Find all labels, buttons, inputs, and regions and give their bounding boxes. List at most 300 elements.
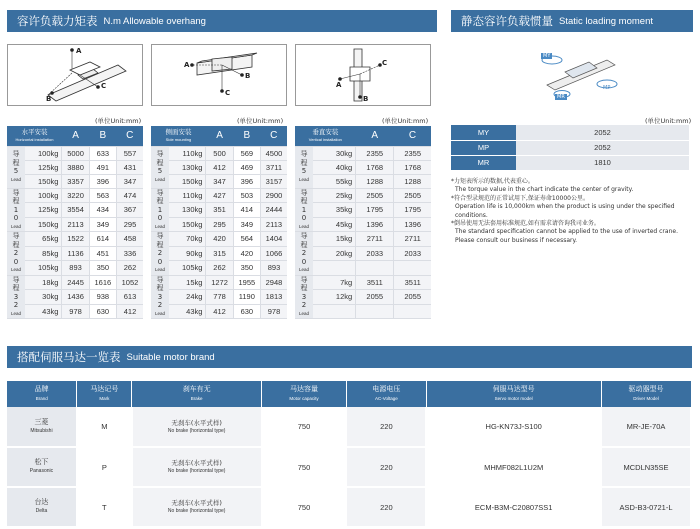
motor-column-header — [346, 381, 426, 407]
value-cell-c: 613 — [116, 290, 143, 305]
load-cell: 130kg — [169, 160, 206, 174]
value-cell-b: 569 — [233, 146, 260, 160]
unit-label-2: (单位Unit:mm) — [237, 117, 284, 125]
value-cell-a: 412 — [206, 304, 233, 319]
lead-en: Lead — [154, 310, 165, 316]
lead-cn: 导程32 — [156, 275, 164, 309]
value-cell-c: 3711 — [260, 160, 287, 174]
value-cell-a: 1522 — [62, 232, 89, 247]
allowable-overhang-header — [7, 10, 437, 32]
install-type-cn: 侧面安装 — [165, 127, 192, 136]
value-cell-c: 2444 — [260, 203, 287, 218]
allowable-overhang-title-en: N.m Allowable overhang — [103, 15, 206, 27]
table-row — [7, 217, 143, 232]
side-moment-table — [151, 126, 287, 319]
motor-header-cn: 品牌 — [34, 385, 49, 393]
static-row — [451, 140, 689, 155]
install-type-en: Side mounting — [165, 136, 192, 142]
motor-header-en: Motor capacity — [289, 396, 319, 401]
load-cell: 12kg — [313, 290, 356, 305]
lead-group-label — [151, 232, 169, 276]
motor-header-en: Mark — [99, 396, 110, 401]
value-cell-a: 1436 — [62, 290, 89, 305]
note-cn: *力矩表所示的数据,代表重心。 — [451, 178, 534, 185]
value-cell-c: 1795 — [394, 203, 431, 218]
table-row — [151, 174, 287, 188]
value-cell-b: 1955 — [233, 275, 260, 290]
diagram-label-a: A — [336, 81, 342, 89]
value-cell-a: 2445 — [62, 275, 89, 290]
capacity-cell: 750 — [262, 447, 347, 487]
table-row — [7, 188, 143, 203]
table-row — [151, 217, 287, 232]
load-cell: 70kg — [169, 232, 206, 247]
load-cell — [313, 304, 356, 319]
table-row — [151, 304, 287, 319]
column-header-c: C — [116, 126, 143, 146]
value-cell-c: 367 — [116, 203, 143, 218]
value-cell-a: 1136 — [62, 246, 89, 261]
value-cell-a: 420 — [206, 232, 233, 247]
value-cell-b: 938 — [89, 290, 116, 305]
value-cell-c: 1066 — [260, 246, 287, 261]
motor-column-header — [426, 381, 601, 407]
load-cell: 150kg — [169, 174, 206, 188]
driver-model-cell: MR-JE-70A — [601, 407, 691, 447]
table-row — [7, 160, 143, 174]
lead-en: Lead — [154, 223, 165, 229]
load-cell: 30kg — [313, 146, 356, 160]
load-cell: 25kg — [313, 188, 356, 203]
value-cell-c: 1813 — [260, 290, 287, 305]
driver-model-cell: ASD-B3-0721-L — [601, 487, 691, 527]
lead-cn: 导程5 — [156, 150, 164, 175]
load-cell: 125kg — [25, 160, 62, 174]
brake-en: No brake (horizontal type) — [167, 468, 226, 474]
load-cell: 100kg — [25, 146, 62, 160]
value-cell-b: 434 — [89, 203, 116, 218]
brand-en: Delta — [35, 508, 48, 514]
lead-group-label — [7, 146, 25, 188]
static-label-my: MY — [543, 53, 551, 59]
table-row — [7, 246, 143, 261]
value-cell-c: 2033 — [394, 246, 431, 261]
motor-header-cn: 伺服马达型号 — [492, 385, 535, 393]
motor-column-header — [262, 381, 347, 407]
value-cell-b: 350 — [89, 261, 116, 276]
table-row — [295, 232, 431, 247]
servo-model-cell: MHMF082L1U2M — [426, 447, 601, 487]
load-cell: 15kg — [169, 275, 206, 290]
brake-cn: 无刹车(水平式样) — [171, 499, 222, 507]
value-cell-a: 1795 — [356, 203, 394, 218]
value-cell-c: 412 — [116, 304, 143, 319]
value-cell-a: 1272 — [206, 275, 233, 290]
lead-cn: 导程10 — [300, 188, 308, 222]
motor-header-cn: 马达记号 — [90, 385, 119, 393]
value-cell-c: 1768 — [394, 160, 431, 174]
diagram-label-a: A — [76, 47, 82, 55]
mark-cell: T — [77, 487, 132, 527]
value-cell-b: 396 — [89, 174, 116, 188]
lead-cn: 导程20 — [12, 232, 20, 266]
install-type-en: Horizontal installation — [15, 136, 54, 142]
table-row — [295, 275, 431, 290]
static-moment-table — [451, 125, 689, 171]
value-cell-a: 412 — [206, 160, 233, 174]
value-cell-a: 2711 — [356, 232, 394, 247]
table-row — [295, 246, 431, 261]
table-row — [295, 304, 431, 319]
value-cell-c: 4500 — [260, 146, 287, 160]
value-cell-a: 2113 — [62, 217, 89, 232]
lead-en: Lead — [298, 310, 309, 316]
vertical-mount-diagram — [295, 44, 431, 106]
value-cell-c: 893 — [260, 261, 287, 276]
value-cell-a — [356, 261, 394, 276]
brake-cn: 无刹车(水平式样) — [171, 459, 222, 467]
lead-en: Lead — [10, 310, 21, 316]
load-cell: 130kg — [169, 203, 206, 218]
lead-group-label — [295, 146, 313, 188]
load-cell: 90kg — [169, 246, 206, 261]
value-cell-a: 347 — [206, 174, 233, 188]
motor-header-cn: 刹车有无 — [182, 385, 211, 393]
static-key: MR — [451, 155, 516, 170]
value-cell-c: 474 — [116, 188, 143, 203]
load-cell: 18kg — [25, 275, 62, 290]
value-cell-b: 503 — [233, 188, 260, 203]
voltage-cell: 220 — [346, 487, 426, 527]
value-cell-c: 262 — [116, 261, 143, 276]
mark-cell: M — [77, 407, 132, 447]
static-value: 2052 — [516, 125, 689, 140]
brand-cn: 台达 — [34, 498, 49, 506]
table-header-row — [151, 126, 287, 146]
suitable-motor-header — [7, 346, 692, 368]
table-row — [7, 174, 143, 188]
table-row — [7, 203, 143, 218]
lead-cn: 导程32 — [12, 275, 20, 309]
install-type-header — [7, 126, 62, 146]
load-cell: 150kg — [25, 174, 62, 188]
load-cell: 43kg — [169, 304, 206, 319]
motor-header-cn: 马达容量 — [290, 385, 318, 393]
column-header-c: C — [260, 126, 287, 146]
install-type-header — [151, 126, 206, 146]
value-cell-b: 491 — [89, 160, 116, 174]
value-cell-b: 1190 — [233, 290, 260, 305]
value-cell-c: 2505 — [394, 188, 431, 203]
motor-column-header — [7, 381, 77, 407]
value-cell-c: 2711 — [394, 232, 431, 247]
horizontal-mount-diagram — [7, 44, 143, 106]
motor-row — [7, 447, 691, 487]
suitable-motor-title-en: Suitable motor brand — [126, 351, 215, 363]
unit-label-3: (单位Unit:mm) — [382, 117, 429, 125]
value-cell-c: 2900 — [260, 188, 287, 203]
load-cell: 15kg — [313, 232, 356, 247]
value-cell-a: 1768 — [356, 160, 394, 174]
diagram-label-a: A — [184, 61, 190, 69]
value-cell-c: 3511 — [394, 275, 431, 290]
value-cell-c: 1396 — [394, 217, 431, 232]
value-cell-a: 3511 — [356, 275, 394, 290]
note-en: Operation life is 10,000km when the product is using under the specified conditions. — [455, 203, 675, 219]
value-cell-a: 2505 — [356, 188, 394, 203]
brand-cell — [7, 487, 77, 527]
capacity-cell: 750 — [262, 407, 347, 447]
motor-table — [7, 381, 692, 528]
table-row — [295, 290, 431, 305]
lead-en: Lead — [10, 223, 21, 229]
lead-en: Lead — [154, 176, 165, 182]
table-row — [151, 232, 287, 247]
load-cell: 150kg — [25, 217, 62, 232]
unit-label-4: (单位Unit:mm) — [645, 117, 692, 125]
value-cell-c: 347 — [116, 174, 143, 188]
lead-group-label — [295, 275, 313, 319]
value-cell-c: 3157 — [260, 174, 287, 188]
load-cell: 85kg — [25, 246, 62, 261]
value-cell-b: 350 — [233, 261, 260, 276]
note-en: The standard specification cannot be applied to the use of inverted crane. Please consult our business if necessary. — [455, 228, 678, 244]
value-cell-a: 1396 — [356, 217, 394, 232]
lead-cn: 导程5 — [300, 150, 308, 175]
value-cell-a: 315 — [206, 246, 233, 261]
static-label-mr: MR — [557, 94, 565, 100]
table-row — [295, 160, 431, 174]
vertical-moment-table — [295, 126, 431, 319]
note-cn: *符合型录规范的正常试用下,保证寿命10000公里。 — [451, 194, 589, 202]
motor-header-row — [7, 381, 691, 407]
table-row — [295, 188, 431, 203]
brand-cell — [7, 447, 77, 487]
table-row — [151, 203, 287, 218]
diagram-label-c: C — [101, 82, 107, 90]
value-cell-c: 978 — [260, 304, 287, 319]
table-row — [151, 261, 287, 276]
value-cell-b: 469 — [233, 160, 260, 174]
value-cell-a: 2355 — [356, 146, 394, 160]
lead-cn: 导程20 — [156, 232, 164, 266]
value-cell-a: 500 — [206, 146, 233, 160]
static-value: 2052 — [516, 140, 689, 155]
servo-model-cell: ECM-B3M-C20807SS1 — [426, 487, 601, 527]
value-cell-a: 3357 — [62, 174, 89, 188]
value-cell-a: 2033 — [356, 246, 394, 261]
value-cell-c: 1288 — [394, 174, 431, 188]
static-key: MP — [451, 140, 516, 155]
note-cn: *倒吊使用无法套用标准规范,如有需求请咨询我司业务。 — [451, 220, 600, 228]
load-cell — [313, 261, 356, 276]
load-cell: 65kg — [25, 232, 62, 247]
table-row — [295, 217, 431, 232]
load-cell: 150kg — [169, 217, 206, 232]
brake-cell — [132, 447, 262, 487]
load-cell: 110kg — [169, 188, 206, 203]
column-header-a: A — [356, 126, 394, 146]
value-cell-c: 1404 — [260, 232, 287, 247]
capacity-cell: 750 — [262, 487, 347, 527]
diagram-label-c: C — [382, 59, 388, 67]
motor-column-header — [132, 381, 262, 407]
table-row — [7, 275, 143, 290]
lead-en: Lead — [298, 267, 309, 272]
lead-group-label — [151, 188, 169, 232]
lead-group-label — [7, 188, 25, 232]
lead-en: Lead — [154, 267, 165, 272]
motor-row — [7, 407, 691, 447]
column-header-b: B — [89, 126, 116, 146]
load-cell: 55kg — [313, 174, 356, 188]
static-loading-title-en: Static loading moment — [559, 15, 653, 27]
lead-group-label — [151, 275, 169, 319]
notes — [451, 178, 696, 245]
brand-cell — [7, 407, 77, 447]
value-cell-b: 420 — [233, 246, 260, 261]
install-type-header — [295, 126, 356, 146]
value-cell-c: 557 — [116, 146, 143, 160]
motor-column-header — [601, 381, 691, 407]
install-type-cn: 水平安装 — [21, 127, 48, 136]
value-cell-b: 633 — [89, 146, 116, 160]
lead-en: Lead — [10, 176, 21, 182]
load-cell: 105kg — [169, 261, 206, 276]
value-cell-c: 295 — [116, 217, 143, 232]
motor-header-en: Driver Model — [633, 396, 659, 401]
value-cell-a: 893 — [62, 261, 89, 276]
value-cell-b: 396 — [233, 174, 260, 188]
value-cell-b: 414 — [233, 203, 260, 218]
value-cell-b: 564 — [233, 232, 260, 247]
column-header-a: A — [62, 126, 89, 146]
load-cell: 24kg — [169, 290, 206, 305]
brake-cn: 无刹车(水平式样) — [171, 418, 222, 427]
value-cell-c: 2948 — [260, 275, 287, 290]
brake-cell — [132, 487, 262, 527]
motor-header-cn: 驱动器型号 — [628, 385, 664, 393]
value-cell-c: 2113 — [260, 217, 287, 232]
table-row — [295, 174, 431, 188]
value-cell-a: 2055 — [356, 290, 394, 305]
load-cell: 45kg — [313, 217, 356, 232]
value-cell-c: 2055 — [394, 290, 431, 305]
lead-cn: 导程32 — [300, 275, 308, 309]
table-row — [151, 160, 287, 174]
table-row — [151, 290, 287, 305]
static-row — [451, 155, 689, 170]
lead-en: Lead — [298, 176, 309, 182]
servo-model-cell: HG-KN73J-S100 — [426, 407, 601, 447]
value-cell-b: 630 — [89, 304, 116, 319]
static-value: 1810 — [516, 155, 689, 170]
value-cell-c: 458 — [116, 232, 143, 247]
value-cell-a: 3220 — [62, 188, 89, 203]
motor-header-en: Servo motor model — [494, 396, 533, 401]
value-cell-c: 431 — [116, 160, 143, 174]
brake-en: No brake (horizontal type) — [167, 508, 226, 514]
load-cell: 20kg — [313, 246, 356, 261]
table-header-row — [295, 126, 431, 146]
table-row — [7, 304, 143, 319]
table-row — [7, 146, 143, 160]
motor-header-en: Brake — [190, 396, 203, 401]
value-cell-c — [394, 304, 431, 319]
lead-group-label — [151, 146, 169, 188]
lead-group-label — [7, 275, 25, 319]
value-cell-c — [394, 261, 431, 276]
lead-cn: 导程10 — [156, 188, 164, 222]
value-cell-b: 630 — [233, 304, 260, 319]
static-moment-diagram — [527, 40, 627, 102]
value-cell-c: 1052 — [116, 275, 143, 290]
motor-header-cn: 电源电压 — [372, 385, 401, 393]
load-cell: 105kg — [25, 261, 62, 276]
lead-en: Lead — [10, 267, 21, 272]
suitable-motor-title: 搭配伺服马达一览表 — [17, 350, 121, 364]
value-cell-c: 2355 — [394, 146, 431, 160]
motor-column-header — [77, 381, 132, 407]
value-cell-a: 1288 — [356, 174, 394, 188]
value-cell-a — [356, 304, 394, 319]
motor-header-en: Brand — [35, 396, 48, 401]
table-row — [151, 188, 287, 203]
lead-en: Lead — [298, 223, 309, 229]
value-cell-b: 349 — [233, 217, 260, 232]
value-cell-a: 778 — [206, 290, 233, 305]
brake-en: No brake (horizontal type) — [167, 427, 226, 434]
table-row — [151, 275, 287, 290]
brand-cn: 松下 — [34, 458, 49, 466]
lead-cn: 导程20 — [300, 232, 308, 266]
lead-cn: 导程5 — [12, 150, 20, 175]
value-cell-b: 563 — [89, 188, 116, 203]
driver-model-cell: MCDLN35SE — [601, 447, 691, 487]
horizontal-moment-table — [7, 126, 143, 319]
table-row — [7, 261, 143, 276]
brand-en: Mitsubishi — [30, 427, 53, 434]
voltage-cell: 220 — [346, 407, 426, 447]
allowable-overhang-title: 容许负载力矩表 — [17, 14, 98, 28]
static-label-mp: MP — [603, 85, 611, 91]
voltage-cell: 220 — [346, 447, 426, 487]
lead-group-label — [295, 232, 313, 276]
value-cell-b: 349 — [89, 217, 116, 232]
static-loading-title: 静态容许负载惯量 — [461, 14, 553, 28]
load-cell: 7kg — [313, 275, 356, 290]
static-key: MY — [451, 125, 516, 140]
motor-header-en: AC-Voltage — [374, 396, 398, 401]
table-row — [7, 232, 143, 247]
brand-cn: 三菱 — [34, 417, 49, 426]
value-cell-a: 262 — [206, 261, 233, 276]
install-type-en: Vertical installation — [308, 136, 342, 142]
table-row — [7, 290, 143, 305]
value-cell-a: 3554 — [62, 203, 89, 218]
column-header-a: A — [206, 126, 233, 146]
load-cell: 35kg — [313, 203, 356, 218]
table-row — [151, 246, 287, 261]
value-cell-c: 336 — [116, 246, 143, 261]
load-cell: 100kg — [25, 188, 62, 203]
table-header-row — [7, 126, 143, 146]
diagram-label-b: B — [46, 95, 52, 103]
diagram-label-b: B — [363, 95, 369, 103]
load-cell: 40kg — [313, 160, 356, 174]
mark-cell: P — [77, 447, 132, 487]
motor-row — [7, 487, 691, 527]
